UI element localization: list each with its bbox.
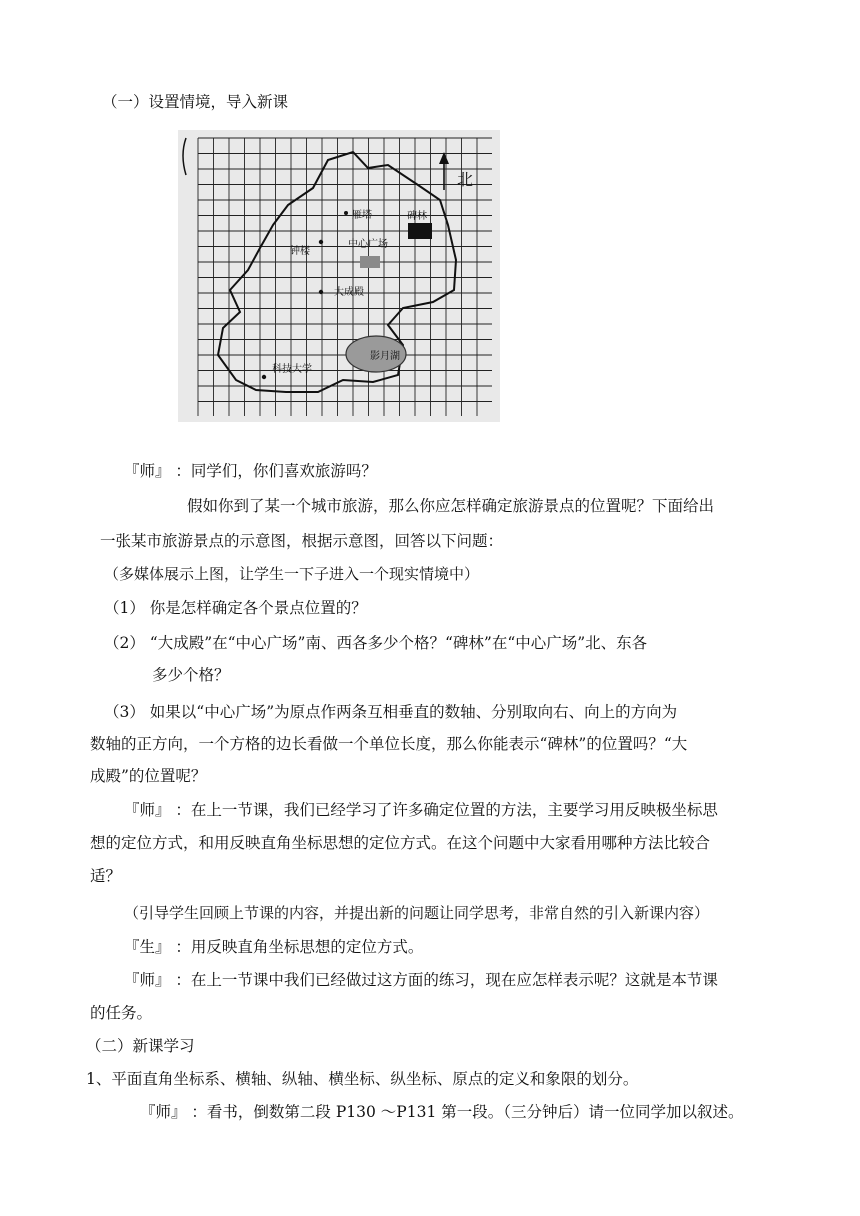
label-dachengdian: 大成殿 (334, 287, 364, 298)
student-line: 『生』 ：用反映直角坐标思想的定位方式。 (124, 938, 424, 956)
question-1: （1） 你是怎样确定各个景点位置的？ (104, 599, 367, 617)
teacher-line-2b: 想的定位方式，和用反映直角坐标思想的定位方式。在这个问题中大家看用哪种方法比较合 (90, 834, 711, 852)
dachengdian-dot (319, 290, 323, 294)
item-1: 1、平面直角坐标系、横轴、纵轴、横坐标、纵坐标、原点的定义和象限的划分。 (86, 1070, 639, 1088)
map-background (178, 130, 500, 422)
section-title-2: （二）新课学习 (86, 1037, 195, 1055)
question-3-line-3: 成殿”的位置呢？ (90, 767, 207, 785)
beilin-marker (408, 223, 432, 239)
teacher-line-1: 『师』 ：同学们，你们喜欢旅游吗？ (124, 462, 377, 480)
label-zhongxin: 中心广场 (348, 239, 388, 250)
yanta-dot (344, 211, 348, 215)
label-keji: 科技大学 (272, 364, 312, 375)
teacher-line-2a: 『师』 ：在上一节课，我们已经学习了许多确定位置的方法，主要学习用反映极坐标思 (124, 801, 718, 819)
question-2-line-2: 多少个格？ (152, 666, 230, 684)
keji-dot (262, 375, 266, 379)
media-note: （多媒体展示上图，让学生一下子进入一个现实情境中） (104, 565, 480, 583)
teacher-line-2c: 适？ (90, 867, 122, 885)
tourist-map (178, 130, 500, 422)
center-square-marker (360, 256, 380, 268)
paragraph-intro-1: 假如你到了某一个城市旅游，那么你应怎样确定旅游景点的位置呢？下面给出 (187, 497, 715, 515)
teacher-line-3b: 的任务。 (90, 1004, 153, 1022)
zhonglou-dot (319, 240, 323, 244)
teacher-line-4: 『师』 ：看书，倒数第二段 P130 ～P131 第一段。（三分钟后）请一位同学加以叙述。 (140, 1103, 744, 1121)
label-beilin: 碑林 (407, 211, 427, 222)
section-title-1: （一）设置情境，导入新课 (102, 93, 289, 111)
question-3-line-2: 数轴的正方向，一个方格的边长看做一个单位长度，那么你能表示“碑林”的位置吗？“大 (90, 735, 688, 753)
question-3-line-1: （3） 如果以“中心广场”为原点作两条互相垂直的数轴、分别取向右、向上的方向为 (104, 703, 678, 721)
paragraph-intro-2: 一张某市旅游景点的示意图，根据示意图，回答以下问题： (100, 532, 504, 550)
guidance-note: （引导学生回顾上节课的内容，并提出新的问题让同学思考，非常自然的引入新课内容） (124, 904, 710, 922)
teacher-line-3a: 『师』 ：在上一节课中我们已经做过这方面的练习，现在应怎样表示呢？这就是本节课 (124, 971, 718, 989)
question-2-line-1: （2） “大成殿”在“中心广场”南、西各多少个格？“碑林”在“中心广场”北、东各 (104, 634, 648, 652)
label-yingyuehu: 影月湖 (370, 351, 400, 362)
label-zhonglou: 钟楼 (290, 246, 310, 257)
label-north: 北 (457, 170, 474, 189)
label-yanta: 雁塔 (352, 210, 372, 221)
